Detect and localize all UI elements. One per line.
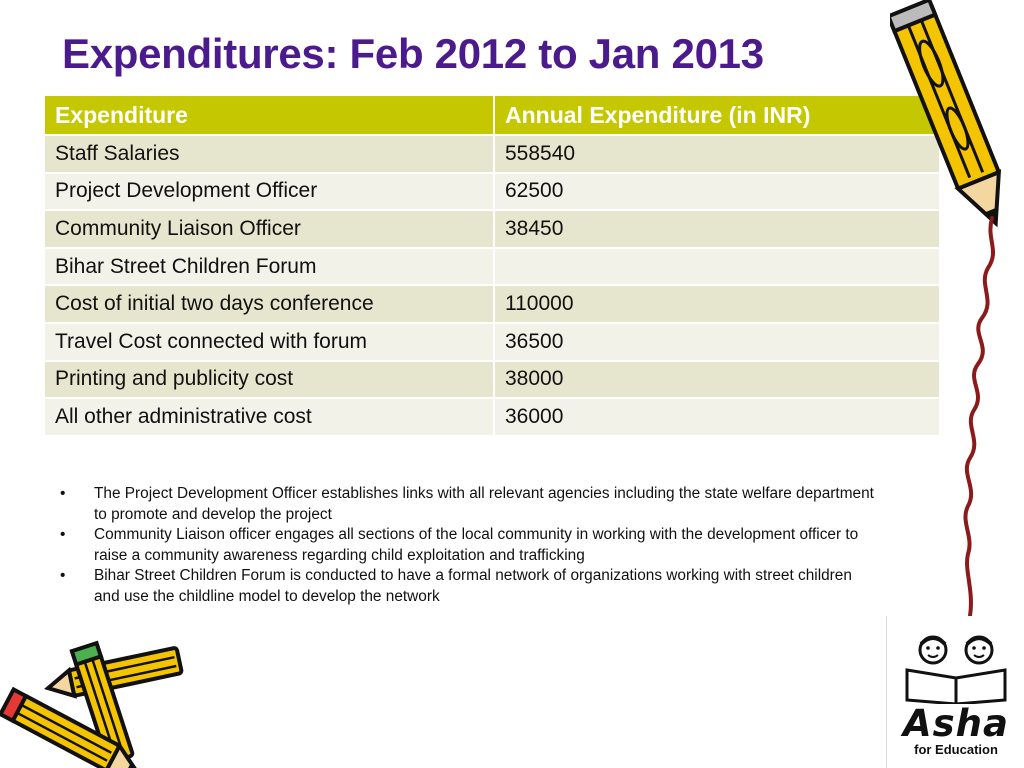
list-item: [60, 566, 880, 607]
column-header-expenditure: Expenditure: [44, 95, 494, 135]
list-item: [60, 525, 880, 566]
logo-name: Asha: [903, 702, 1009, 745]
expenditure-cell: Travel Cost connected with forum: [44, 323, 494, 361]
bullet-icon: •: [60, 485, 66, 502]
pencils-icon: [0, 640, 190, 768]
page-title: Expenditures: Feb 2012 to Jan 2013: [62, 30, 764, 77]
amount-cell: 36500: [494, 323, 940, 361]
amount-cell: 110000: [494, 285, 940, 323]
expenditure-cell: Bihar Street Children Forum: [44, 248, 494, 286]
amount-cell: 36000: [494, 398, 940, 436]
table-row: [44, 323, 940, 361]
logo-subtitle: for Education: [914, 742, 998, 757]
bullet-icon: •: [60, 526, 66, 544]
note-text: The Project Development Officer establishes links with all relevant agencies including the state welfare department to promote and develop the project: [94, 485, 874, 523]
note-text: Community Liaison officer engages all sections of the local community in working with the development officer to raise a community awareness regarding child exploitation and trafficking: [94, 526, 859, 564]
table-header-row: [44, 95, 940, 135]
amount-cell: 38000: [494, 361, 940, 399]
amount-cell: 558540: [494, 135, 940, 173]
table-row: [44, 361, 940, 399]
expenditure-cell: Cost of initial two days conference: [44, 285, 494, 323]
pencil-icon: [890, 0, 1024, 616]
bullet-icon: •: [60, 567, 66, 585]
table-row: [44, 173, 940, 211]
expenditure-cell: Project Development Officer: [44, 173, 494, 211]
notes-list: [60, 484, 880, 608]
column-header-annual-expenditure: Annual Expenditure (in INR): [494, 95, 940, 135]
table-row: [44, 285, 940, 323]
amount-cell: [494, 248, 940, 286]
amount-cell: 38450: [494, 210, 940, 248]
expenditure-cell: Community Liaison Officer: [44, 210, 494, 248]
note-text: Bihar Street Children Forum is conducted to have a formal network of organizations working with street children and use the childline model to develop the network: [94, 567, 852, 605]
children-reading-icon: [901, 634, 1011, 704]
table-row: [44, 135, 940, 173]
expenditure-table: [43, 94, 941, 437]
amount-cell: 62500: [494, 173, 940, 211]
table-row: [44, 248, 940, 286]
asha-logo: [886, 616, 1024, 768]
table-row: [44, 210, 940, 248]
expenditure-cell: Staff Salaries: [44, 135, 494, 173]
list-item: [60, 484, 880, 525]
table-row: [44, 398, 940, 436]
expenditure-cell: All other administrative cost: [44, 398, 494, 436]
expenditure-cell: Printing and publicity cost: [44, 361, 494, 399]
